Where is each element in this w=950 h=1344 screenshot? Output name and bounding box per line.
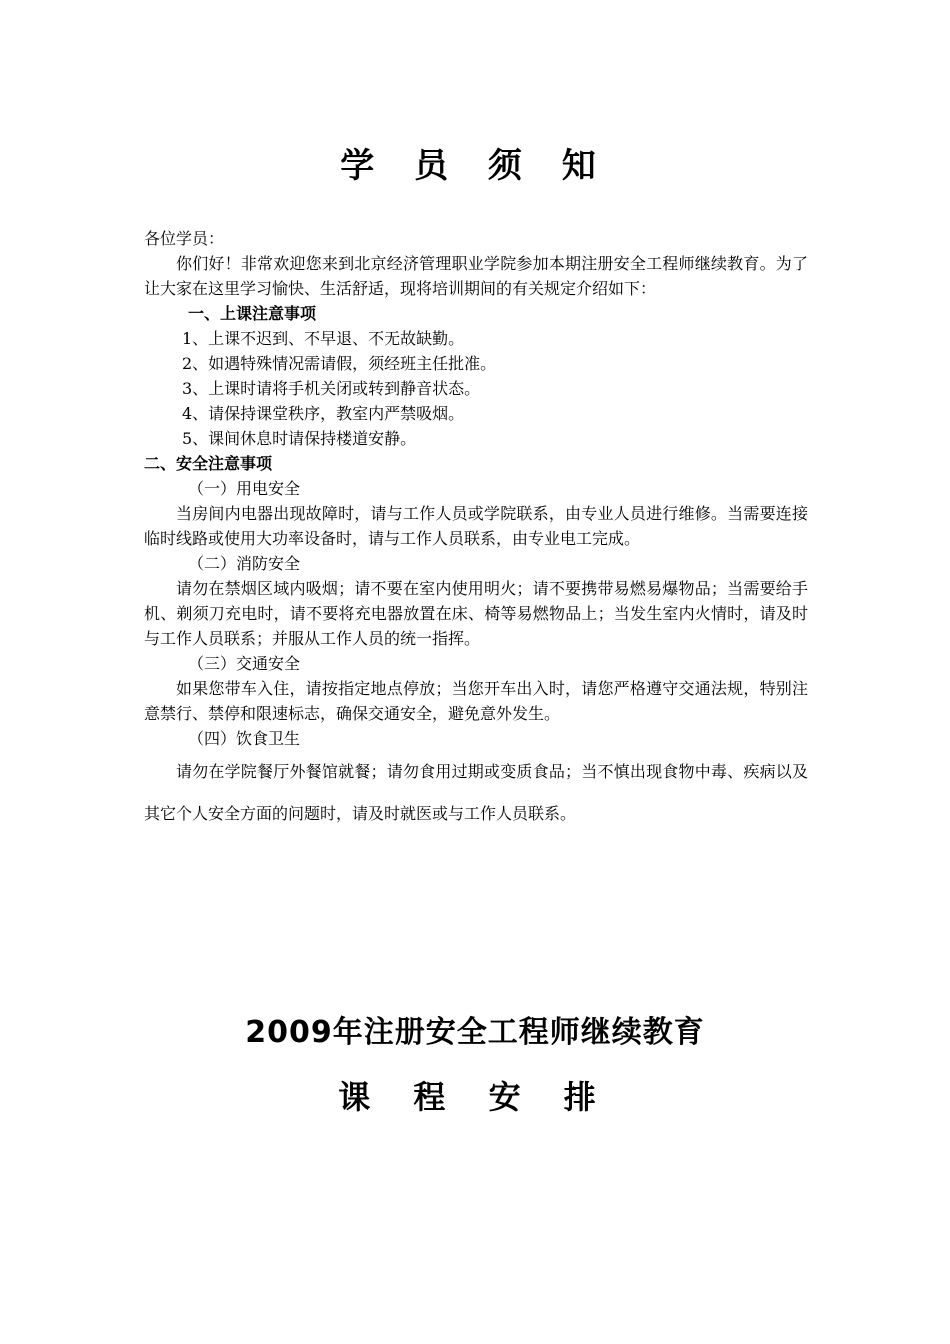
notice-title: 学 员 须 知: [340, 146, 610, 186]
course-title: 2009年注册安全工程师继续教育: [245, 1015, 705, 1050]
subsection-fire-text: 请勿在禁烟区域内吸烟；请不要在室内使用明火；请不要携带易燃易爆物品；当需要给手机、剃须刀充电时，请不要将充电器放置在床、椅等易燃物品上；当发生室内火情时，请及时与工作人员联系；并服从工作人员的统一指挥。: [144, 579, 808, 648]
subsection-traffic-text: 如果您带车入住，请按指定地点停放；当您开车出入时，请您严格遵守交通法规，特别注意禁行、禁停和限速标志，确保交通安全，避免意外发生。: [144, 679, 808, 723]
subsection-traffic-heading: （三）交通安全: [188, 654, 301, 673]
intro-paragraph: 你们好！非常欢迎您来到北京经济管理职业学院参加本期注册安全工程师继续教育。为了让大家在这里学习愉快、生活舒适，现将培训期间的有关规定介绍如下：: [144, 254, 808, 298]
section1-heading: 一、上课注意事项: [188, 304, 317, 323]
subsection-fire-heading: （二）消防安全: [188, 554, 301, 573]
notice-body: [144, 226, 808, 835]
section1-item-2: 2、如遇特殊情况需请假，须经班主任批准。: [182, 354, 497, 373]
course-subtitle: 课 程 安 排: [338, 1078, 612, 1116]
subsection-food-text: 请勿在学院餐厅外餐馆就餐；请勿食用过期或变质食品；当不慎出现食物中毒、疾病以及其它个人安全方面的问题时，请及时就医或与工作人员联系。: [144, 762, 808, 823]
section2-heading: 二、安全注意事项: [144, 454, 273, 473]
section1-item-5: 5、课间休息时请保持楼道安静。: [182, 429, 417, 448]
subsection-food-heading: （四）饮食卫生: [188, 729, 301, 748]
section1-item-1: 1、上课不迟到、不早退、不无故缺勤。: [182, 329, 465, 348]
section1-item-4: 4、请保持课堂秩序，教室内严禁吸烟。: [182, 404, 465, 423]
subsection-electricity-text: 当房间内电器出现故障时，请与工作人员或学院联系，由专业人员进行维修。当需要连接临时线路或使用大功率设备时，请与工作人员联系，由专业电工完成。: [144, 504, 808, 548]
section1-item-3: 3、上课时请将手机关闭或转到静音状态。: [182, 379, 481, 398]
salutation: 各位学员：: [144, 229, 225, 248]
subsection-electricity-heading: （一）用电安全: [188, 479, 301, 498]
